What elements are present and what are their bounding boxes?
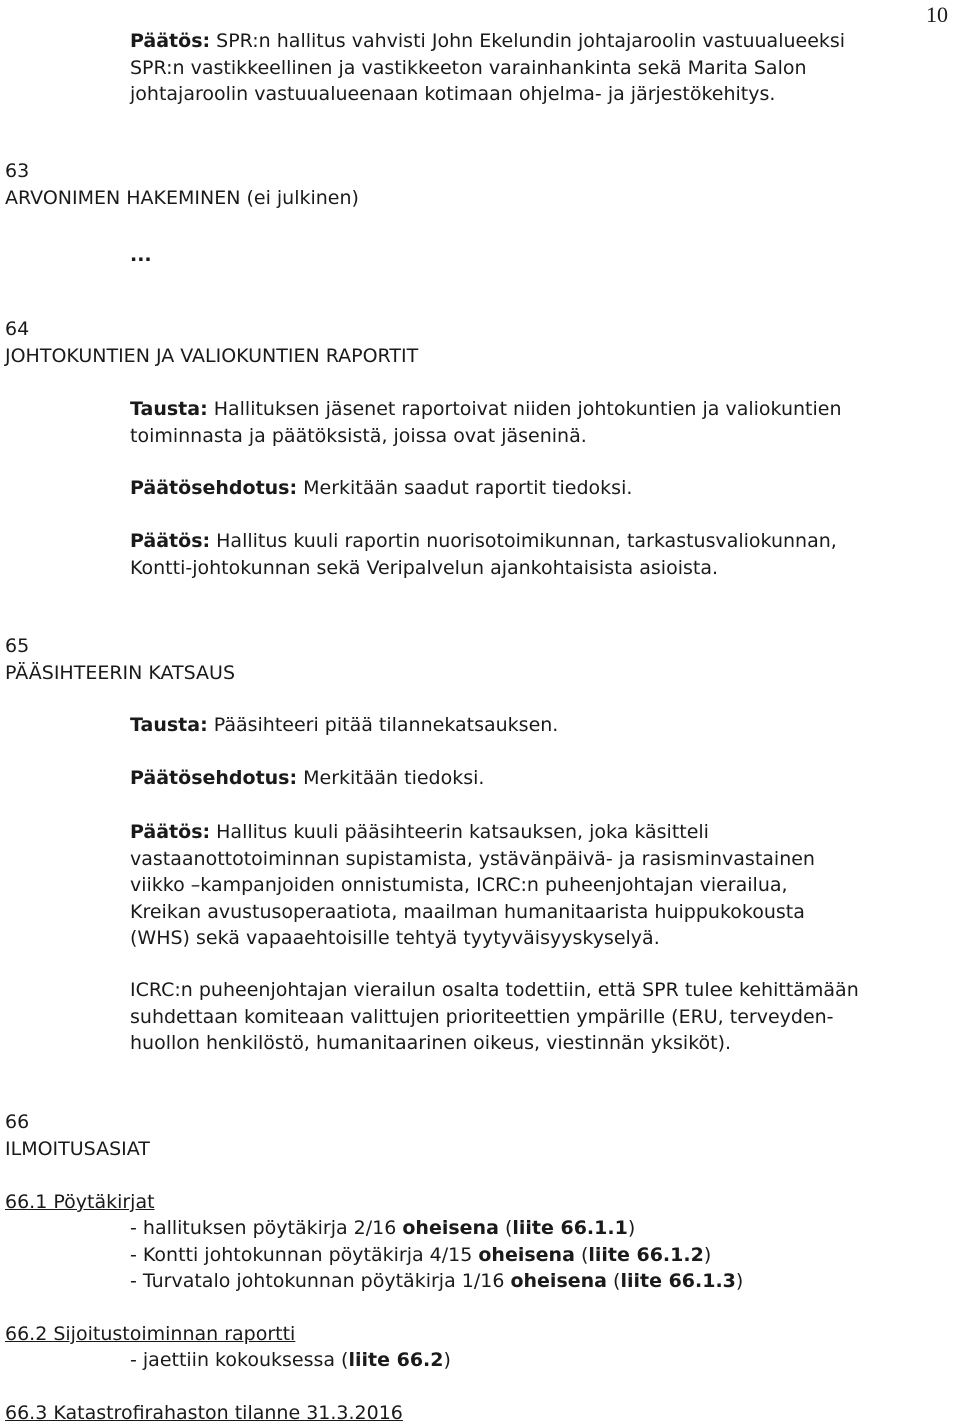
section-64-background: Tausta: Hallituksen jäsenet raportoivat niiden johtokuntien ja valiokuntien toiminnasta ja päätöksistä, joissa ovat jäseninä.	[130, 398, 842, 447]
list-item: - Turvatalo johtokunnan pöytäkirja 1/16 oheisena (liite 66.1.3)	[130, 1270, 744, 1292]
section-66-header	[5, 1109, 150, 1162]
intro-line-2: SPR:n vastikkeellinen ja vastikkeeton varainhankinta sekä Marita Salon	[130, 56, 807, 79]
section-65-decision: Päätös: Hallitus kuuli pääsihteerin katsauksen, joka käsitteli vastaanottotoiminnan supistamista, ystävänpäivä- ja rasisminvastainen viikko –kampanjoiden onnistumista, ICRC:n puheenjohtajan vierailua, Kreikan avustusoperaatiota, maailman humanitaarista huippukokousta (WHS) sekä vapaaehtoisille tehtyä tyytyväisyyskyselyä.	[130, 821, 815, 949]
intro-line-3: johtajaroolin vastuualueenaan kotimaan ohjelma- ja järjestökehitys.	[130, 83, 776, 105]
section-65-background: Tausta: Pääsihteeri pitää tilannekatsauksen.	[130, 714, 559, 736]
decision-label: Päätös:	[130, 30, 211, 52]
section-63-ellipsis: ...	[130, 244, 152, 266]
section-title: JOHTOKUNTIEN JA VALIOKUNTIEN RAPORTIT	[5, 344, 419, 367]
section-number: 66	[5, 1111, 30, 1133]
proposal-label: Päätösehdotus:	[130, 477, 298, 499]
subsection-66-3-heading: 66.3 Katastrofirahaston tilanne 31.3.2016	[5, 1402, 403, 1424]
section-65-proposal: Päätösehdotus: Merkitään tiedoksi.	[130, 767, 485, 789]
section-63-header	[5, 158, 359, 211]
section-64-header	[5, 316, 418, 369]
subsection-66-2-list	[130, 1347, 451, 1374]
background-label: Tausta:	[130, 714, 208, 736]
page-number: 10	[926, 2, 948, 27]
section-title: ILMOITUSASIAT	[5, 1137, 150, 1160]
subsection-66-1-heading: 66.1 Pöytäkirjat	[5, 1191, 155, 1213]
section-number: 65	[5, 635, 30, 657]
section-number: 64	[5, 318, 30, 340]
section-64-proposal: Päätösehdotus: Merkitään saadut raportit tiedoksi.	[130, 477, 633, 499]
section-64-decision: Päätös: Hallitus kuuli raportin nuorisotoimikunnan, tarkastusvaliokunnan, Kontti-johtokunnan sekä Veripalvelun ajankohtaisista asioista.	[130, 530, 837, 579]
list-item: - Kontti johtokunnan pöytäkirja 4/15 oheisena (liite 66.1.2)	[130, 1243, 712, 1266]
intro-line-1: Päätös: SPR:n hallitus vahvisti John Ekelundin johtajaroolin vastuualueeksi	[130, 30, 846, 52]
section-title: ARVONIMEN HAKEMINEN (ei julkinen)	[5, 186, 359, 209]
list-item: - jaettiin kokouksessa (liite 66.2)	[130, 1349, 451, 1371]
intro-decision	[130, 28, 845, 108]
subsection-66-1-list	[130, 1215, 743, 1295]
section-65-header	[5, 633, 235, 686]
proposal-label: Päätösehdotus:	[130, 767, 298, 789]
list-item: - hallituksen pöytäkirja 2/16 oheisena (liite 66.1.1)	[130, 1217, 636, 1239]
subsection-66-2-heading: 66.2 Sijoitustoiminnan raportti	[5, 1323, 296, 1345]
decision-label: Päätös:	[130, 530, 211, 552]
section-65-icrc-paragraph: ICRC:n puheenjohtajan vierailun osalta todettiin, että SPR tulee kehittämään suhdettaan komiteaan valittujen prioriteettien ympärille (ERU, terveyden- huollon henkilöstö, humanitaarinen oikeus, viestinnän yksiköt).	[130, 979, 859, 1054]
section-number: 63	[5, 160, 30, 182]
background-label: Tausta:	[130, 398, 208, 420]
decision-label: Päätös:	[130, 821, 211, 843]
section-title: PÄÄSIHTEERIN KATSAUS	[5, 661, 236, 684]
